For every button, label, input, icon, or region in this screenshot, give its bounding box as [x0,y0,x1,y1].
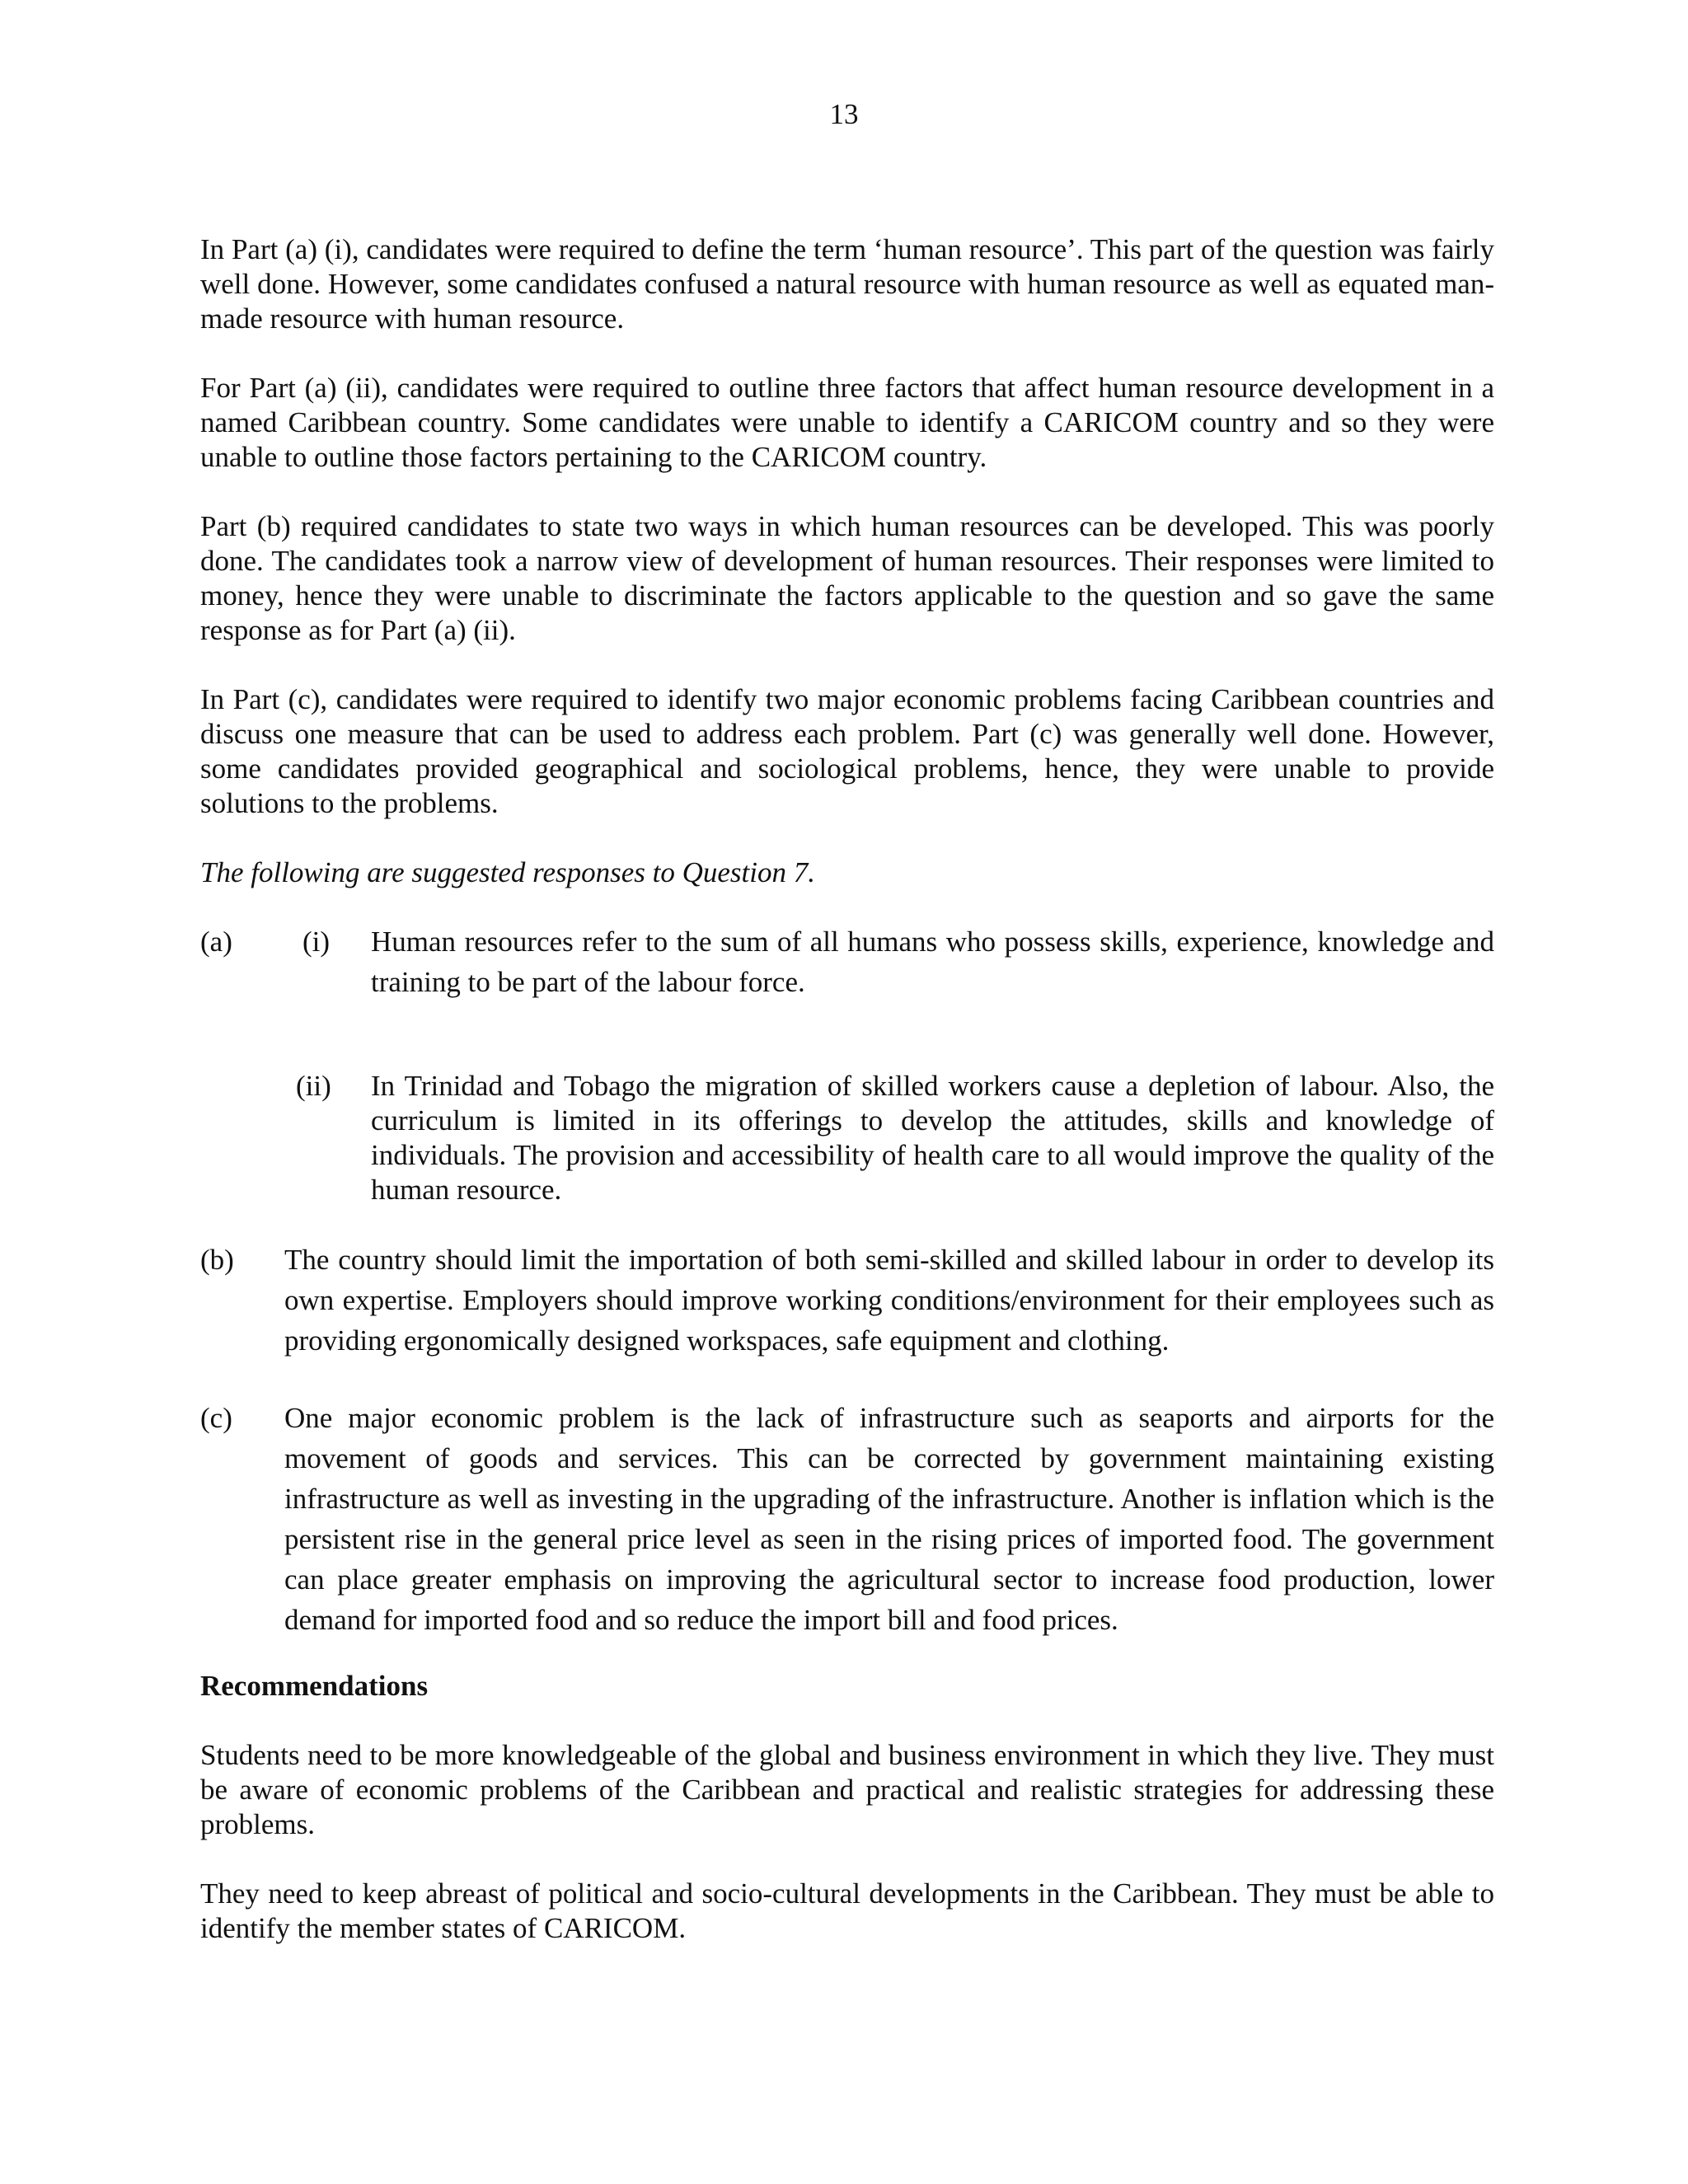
response-a-ii-text: In Trinidad and Tobago the migration of skilled workers cause a depletion of labour. Also, the curriculum is limited in its offerings to develop the attitudes, skills and knowledge of individuals. The provision and accessibility of health care to all would improve the quality of the human resource. [371,1070,1494,1206]
recommendations-heading: Recommendations [200,1670,429,1702]
page-number: 13 [829,98,859,130]
response-a-ii-label: (ii) [296,1070,331,1102]
recommendation-paragraph-2: They need to keep abreast of political and socio-cultural developments in the Caribbean. They must be able to identify the member states of CARICOM. [200,1877,1494,1944]
response-a-i-text: Human resources refer to the sum of all humans who possess skills, experience, knowledge and training to be part of the labour force. [371,926,1494,998]
paragraph-part-b-comment: Part (b) required candidates to state two ways in which human resources can be developed. This was poorly done. The candidates took a narrow view of development of human resources. Their responses were limited to money, hence they were unable to discriminate the factors applicable to the question and so gave the same response as for Part (a) (ii). [200,510,1494,646]
response-b-text: The country should limit the importation of both semi-skilled and skilled labour in order to develop its own expertise. Employers should improve working conditions/environment for their employees such as providing ergonomically designed workspaces, safe equipment and clothing. [284,1244,1494,1357]
response-a-label: (a) [200,926,232,958]
response-c-text: One major economic problem is the lack of infrastructure such as seaports and airports for the movement of goods and services. This can be corrected by government maintaining existing infrastructure as well as investing in the upgrading of the infrastructure. Another is inflation which is the persistent rise in the general price level as seen in the rising prices of imported food. The government can place greater emphasis on improving the agricultural sector to increase food production, lower demand for imported food and so reduce the import bill and food prices. [284,1402,1494,1636]
paragraph-part-a-ii-comment: For Part (a) (ii), candidates were required to outline three factors that affect human resource development in a named Caribbean country. Some candidates were unable to identify a CARICOM country and so they were unable to outline those factors pertaining to the CARICOM country. [200,372,1494,473]
response-b-label: (b) [200,1244,234,1276]
response-c-label: (c) [200,1402,232,1434]
recommendation-paragraph-1: Students need to be more knowledgeable of the global and business environment in which they live. They must be aware of economic problems of the Caribbean and practical and realistic strategies for addressing these problems. [200,1739,1494,1840]
response-a-i-label: (i) [302,926,331,958]
paragraph-part-a-i-comment: In Part (a) (i), candidates were required to define the term ‘human resource’. This part of the question was fairly well done. However, some candidates confused a natural resource with human resource as well as equated man-made resource with human resource. [200,233,1494,335]
suggested-responses-intro: The following are suggested responses to Question 7. [200,856,815,888]
paragraph-part-c-comment: In Part (c), candidates were required to identify two major economic problems facing Caribbean countries and discuss one measure that can be used to address each problem. Part (c) was generally well done. However, some candidates provided geographical and sociological problems, hence, they were unable to provide solutions to the problems. [200,683,1494,819]
